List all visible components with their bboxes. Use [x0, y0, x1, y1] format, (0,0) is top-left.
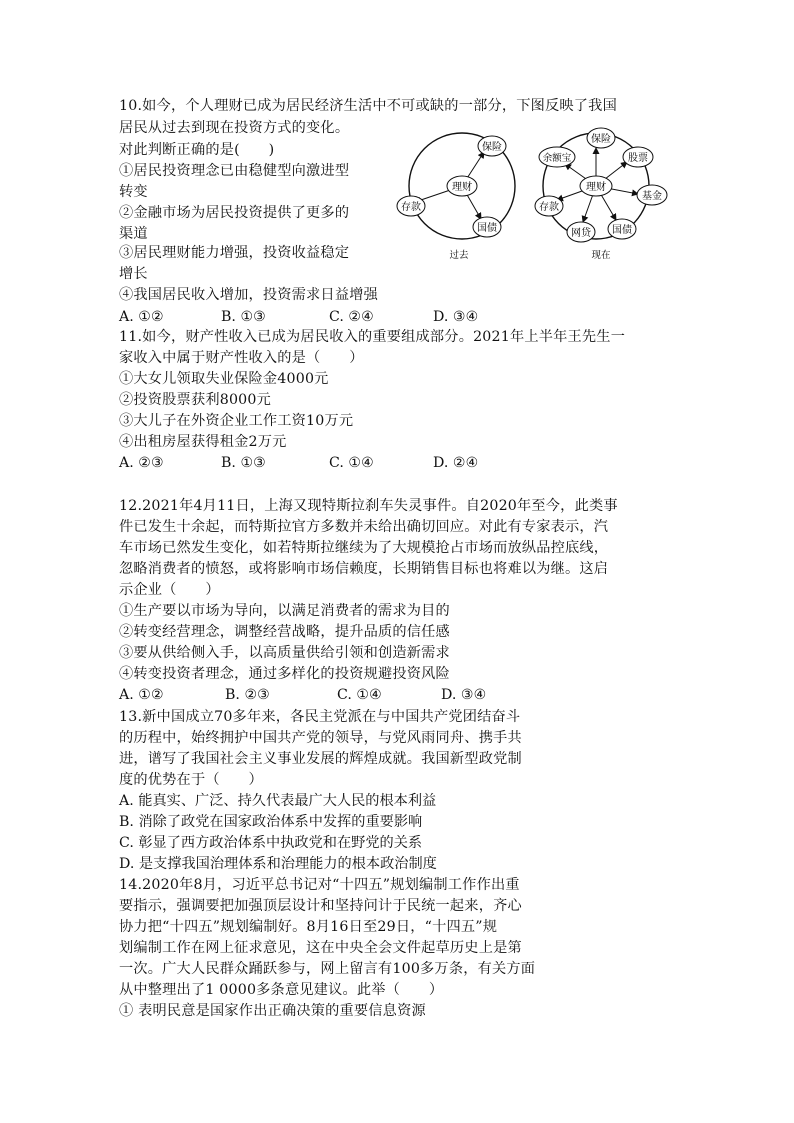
q11-stem-line-2: 家收入中属于财产性收入的是（ ） [119, 350, 364, 366]
now-node-fund: 基金 [642, 191, 662, 202]
q11-item-1: ①大女儿领取失业保险金4000元 [119, 371, 329, 387]
now-node-yuebao: 余额宝 [542, 153, 572, 164]
q10-item-3b: 增长 [119, 266, 148, 282]
q12-stem-line-3: 车市场已然发生变化，如若特斯拉继续为了大规模抢占市场而放纵品控底线， [119, 540, 609, 556]
past-node-insurance: 保险 [482, 142, 502, 153]
q12-stem-line-1: 12.2021年4月11日，上海又现特斯拉刹车失灵事件。自2020年至今，此类事 [119, 498, 618, 514]
q11-option-d[interactable]: D. ②④ [433, 455, 479, 471]
q14-stem-line-3: 协力把“十四五”规划编制好。8月16日至29日，“十四五”规 [119, 919, 498, 935]
now-node-deposit: 存款 [539, 202, 559, 213]
now-node-bond: 国债 [612, 225, 632, 236]
q13-choice-b[interactable]: B. 消除了政党在国家政治体系中发挥的重要影响 [119, 814, 423, 830]
q11-item-2: ②投资股票获利8000元 [119, 392, 272, 408]
q11-item-3: ③大儿子在外资企业工作工资10万元 [119, 413, 354, 429]
now-node-insurance: 保险 [591, 134, 611, 145]
q14-stem-line-1: 14.2020年8月，习近平总书记对“十四五”规划编制工作作出重 [119, 877, 520, 893]
q11-item-4: ④出租房屋获得租金2万元 [119, 434, 287, 450]
q10-item-1b: 转变 [119, 184, 148, 200]
now-diagram [535, 128, 667, 261]
q12-item-4: ④转变投资者理念，通过多样化的投资规避投资风险 [119, 666, 450, 682]
now-caption: 现在 [591, 250, 611, 261]
past-diagram [397, 133, 515, 261]
q11-option-c[interactable]: C. ①④ [329, 455, 374, 471]
q14-stem-line-6: 从中整理出了1 0000多条意见建议。此举（ ） [119, 982, 444, 998]
q13-stem-line-4: 度的优势在于（ ） [119, 772, 263, 788]
q12-option-b[interactable]: B. ②③ [225, 687, 270, 703]
q13-stem-line-2: 的历程中，始终拥护中国共产党的领导，与党风雨同舟、携手共 [119, 730, 522, 746]
q11-option-a[interactable]: A. ②③ [119, 455, 164, 471]
q10-item-3a: ③居民理财能力增强，投资收益稳定 [119, 245, 350, 261]
q10-option-b[interactable]: B. ①③ [221, 309, 266, 325]
q13-stem-line-3: 进，谱写了我国社会主义事业发展的辉煌成就。我国新型政党制 [119, 751, 522, 767]
q10-item-4: ④我国居民收入增加，投资需求日益增强 [119, 287, 378, 303]
q12-stem-line-2: 件已发生十余起，而特斯拉官方多数并未给出确切回应。对此有专家表示，汽 [119, 519, 609, 535]
q14-item-1: ① 表明民意是国家作出正确决策的重要信息资源 [119, 1003, 426, 1019]
q10-item-2a: ②金融市场为居民投资提供了更多的 [119, 205, 350, 221]
past-center-label: 理财 [452, 182, 472, 193]
q13-choice-c[interactable]: C. 彰显了西方政治体系中执政党和在野党的关系 [119, 835, 423, 851]
past-node-bond: 国债 [477, 223, 497, 234]
q12-item-1: ①生产要以市场为导向，以满足消费者的需求为目的 [119, 603, 450, 619]
q12-stem-line-5: 示企业（ ） [119, 582, 220, 598]
q10-option-c[interactable]: C. ②④ [329, 309, 374, 325]
q10-option-d[interactable]: D. ③④ [433, 309, 479, 325]
q10-item-1a: ①居民投资理念已由稳健型向激进型 [119, 163, 350, 179]
q10-stem-line-1: 10.如今，个人理财已成为居民经济生活中不可或缺的一部分，下图反映了我国 [119, 98, 617, 114]
q13-stem-line-1: 13.新中国成立70多年来，各民主党派在与中国共产党团结奋斗 [119, 709, 521, 725]
q13-choice-d[interactable]: D. 是支撑我国治理体系和治理能力的根本政治制度 [119, 856, 437, 872]
past-caption: 过去 [449, 250, 469, 261]
q14-stem-line-5: 一次。广大人民群众踊跃参与，网上留言有100多万条，有关方面 [119, 961, 536, 977]
q12-option-d[interactable]: D. ③④ [441, 687, 487, 703]
now-node-p2p: 网贷 [571, 228, 591, 239]
q14-stem-line-2: 要指示，强调要把加强顶层设计和坚持问计于民统一起来，齐心 [119, 898, 522, 914]
q12-stem-line-4: 忽略消费者的愤怒，或将影响市场信赖度，长期销售目标也将难以为继。这启 [119, 561, 609, 577]
q10-stem-line-3: 对此判断正确的是( ) [119, 142, 275, 158]
q14-stem-line-4: 划编制工作在网上征求意见，这在中央全会文件起草历史上是第 [119, 940, 522, 956]
q10-stem-line-2: 居民从过去到现在投资方式的变化。 [119, 120, 350, 136]
past-node-deposit: 存款 [401, 202, 421, 213]
q10-option-a[interactable]: A. ①② [119, 309, 164, 325]
q11-stem-line-1: 11.如今，财产性收入已成为居民收入的重要组成部分。2021年上半年王先生一 [119, 329, 626, 345]
now-center-label: 理财 [586, 182, 606, 193]
q12-item-3: ③要从供给侧入手，以高质量供给引领和创造新需求 [119, 645, 450, 661]
q12-option-c[interactable]: C. ①④ [337, 687, 382, 703]
q12-item-2: ②转变经营理念，调整经营战略，提升品质的信任感 [119, 624, 450, 640]
q13-choice-a[interactable]: A. 能真实、广泛、持久代表最广大人民的根本利益 [119, 793, 437, 809]
q10-investment-figure [395, 124, 680, 264]
q11-option-b[interactable]: B. ①③ [221, 455, 266, 471]
q12-option-a[interactable]: A. ①② [119, 687, 164, 703]
q10-item-2b: 渠道 [119, 226, 148, 242]
now-node-stock: 股票 [628, 153, 648, 164]
